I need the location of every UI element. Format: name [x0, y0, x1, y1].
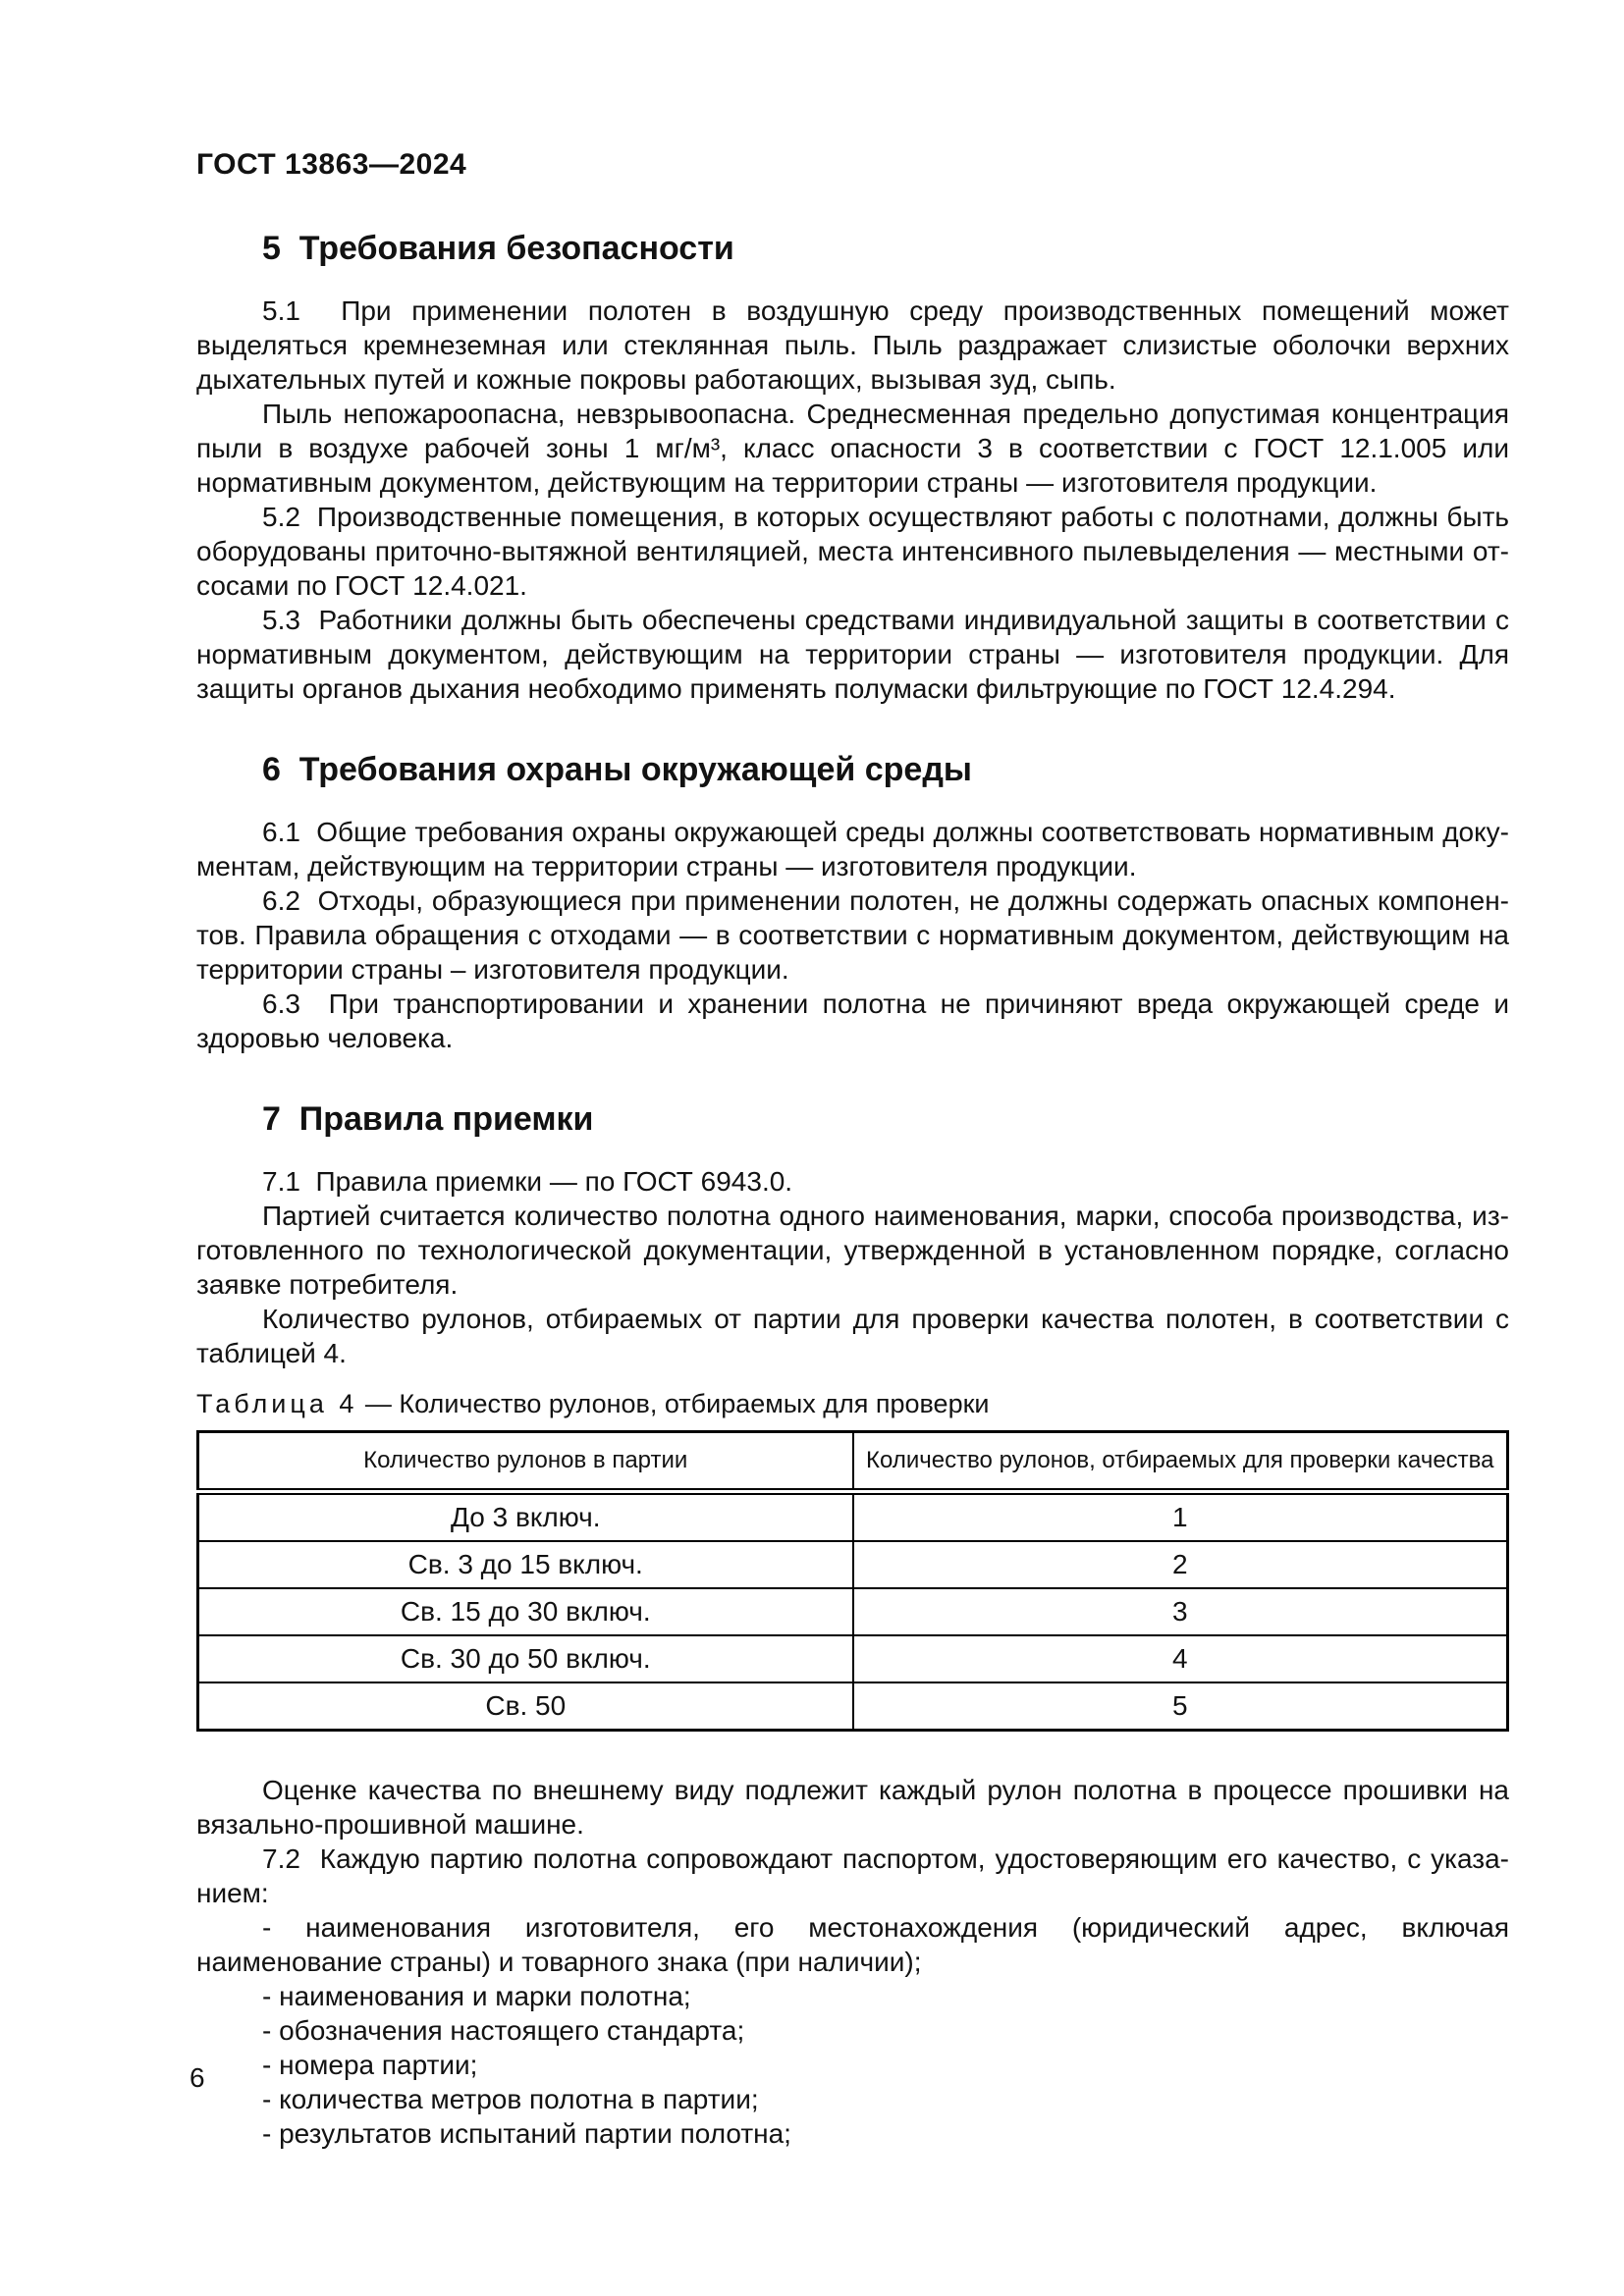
- table-caption-text: — Количество рулонов, отбираемых для проверки: [364, 1389, 990, 1418]
- paragraph: 5.1 При применении полотен в воздушную среду производственных помещений может выделяться кремнеземная или стеклянная пыль. Пыль раздражает слизистые оболочки верхних дыхательных путей и кожные покровы работающих, вызывая зуд, сыпь.: [196, 295, 1509, 395]
- table-row: [198, 1682, 1508, 1731]
- section-6-body: [196, 815, 1509, 1055]
- table-caption-label: Таблица 4: [196, 1389, 358, 1418]
- paragraph: Партией считается количество полотна одного наименования, марки, способа производства, изготовленного по технологической документации, утвержденной в установленном порядке, согласно заявке потребителя.: [196, 1201, 1509, 1300]
- section-6-title: 6 Требования охраны окружающей среды: [262, 751, 972, 788]
- table-cell-batch: Св. 30 до 50 включ.: [198, 1635, 853, 1682]
- paragraph: 5.3 Работники должны быть обеспечены средствами индивидуальной защиты в соответствии с нормативным документом, действующим на территории страны — изготовителя продукции. Для защиты органов дыхания необходимо применять полумаски фильтрующие по ГОСТ 12.4.294.: [196, 605, 1509, 704]
- table-cell-sample: 1: [853, 1492, 1508, 1542]
- passport-list-item: - обозначения настоящего стандарта;: [262, 2015, 745, 2046]
- section-7-title: 7 Правила приемки: [262, 1100, 594, 1138]
- passport-items-list: [196, 1910, 1509, 2151]
- sampling-table-head: [198, 1432, 1508, 1492]
- table-cell-sample: 2: [853, 1541, 1508, 1588]
- table-cell-batch: До 3 включ.: [198, 1492, 853, 1542]
- passport-list-item: - номера партии;: [262, 2050, 478, 2080]
- paragraph: Пыль непожароопасна, невзрывоопасна. Среднесменная предельно допустимая концентрация пыли в воздухе рабочей зоны 1 мг/м³, класс опасности 3 в соответствии с ГОСТ 12.1.005 или нормативным документом, действующим на территории страны — изготовителя продукции.: [196, 399, 1509, 498]
- paragraph: 6.1 Общие требования охраны окружающей среды должны соответствовать нормативным документам, действующим на территории страны — изготовителя продукции.: [196, 817, 1509, 881]
- paragraph: 7.2 Каждую партию полотна сопровождают паспортом, удостоверяющим его качество, с указанием:: [196, 1843, 1509, 1908]
- passport-list-item: - наименования изготовителя, его местонахождения (юридический адрес, включая наименование страны) и товарного знака (при наличии);: [196, 1912, 1509, 1977]
- passport-list-item: - количества метров полотна в партии;: [262, 2084, 759, 2114]
- section-5-body: [196, 294, 1509, 706]
- table-row: [198, 1635, 1508, 1682]
- table-col-header-sample: Количество рулонов, отбираемых для проверки качества: [853, 1432, 1508, 1492]
- section-6: [196, 749, 1509, 1055]
- paragraph: Количество рулонов, отбираемых от партии для проверки качества полотен, в соответствии с таблицей 4.: [196, 1304, 1509, 1368]
- table-caption: [196, 1388, 1509, 1420]
- page-number: 6: [189, 2062, 205, 2093]
- table-row: [198, 1588, 1508, 1635]
- table-header-row: [198, 1432, 1508, 1492]
- sampling-table: [196, 1430, 1509, 1732]
- section-5-title: 5 Требования безопасности: [262, 230, 734, 267]
- section-5: [196, 228, 1509, 706]
- table-cell-sample: 5: [853, 1682, 1508, 1731]
- sampling-table-body: [198, 1492, 1508, 1731]
- paragraph: 6.2 Отходы, образующиеся при применении полотен, не должны содержать опасных компонентов. Правила обращения с отходами — в соответствии с нормативным документом, действующим на территории страны – изготовителя продукции.: [196, 885, 1509, 985]
- paragraph: 7.1 Правила приемки — по ГОСТ 6943.0.: [262, 1166, 793, 1197]
- table-cell-sample: 4: [853, 1635, 1508, 1682]
- passport-list-item: - наименования и марки полотна;: [262, 1981, 691, 2011]
- section-7-body: [196, 1164, 1509, 1370]
- doc-code-header: ГОСТ 13863—2024: [196, 148, 467, 181]
- table-cell-batch: Св. 15 до 30 включ.: [198, 1588, 853, 1635]
- table-cell-batch: Св. 3 до 15 включ.: [198, 1541, 853, 1588]
- section-7-after-table: [196, 1773, 1509, 1910]
- passport-list-item: - результатов испытаний партии полотна;: [262, 2118, 791, 2149]
- page-content: [196, 147, 1509, 2151]
- table-cell-batch: Св. 50: [198, 1682, 853, 1731]
- section-7: [196, 1098, 1509, 2151]
- table-row: [198, 1492, 1508, 1542]
- paragraph: Оценке качества по внешнему виду подлежит каждый рулон полотна в процессе прошивки на вязально-прошивной машине.: [196, 1775, 1509, 1840]
- table-row: [198, 1541, 1508, 1588]
- paragraph: 5.2 Производственные помещения, в которых осуществляют работы с полотнами, должны быть оборудованы приточно-вытяжной вентиляцией, места интенсивного пылевыделения — местными отсосами по ГОСТ 12.4.021.: [196, 502, 1509, 601]
- table-cell-sample: 3: [853, 1588, 1508, 1635]
- table-col-header-batch: Количество рулонов в партии: [198, 1432, 853, 1492]
- paragraph: 6.3 При транспортировании и хранении полотна не причиняют вреда окружающей среде и здоровью человека.: [196, 988, 1509, 1053]
